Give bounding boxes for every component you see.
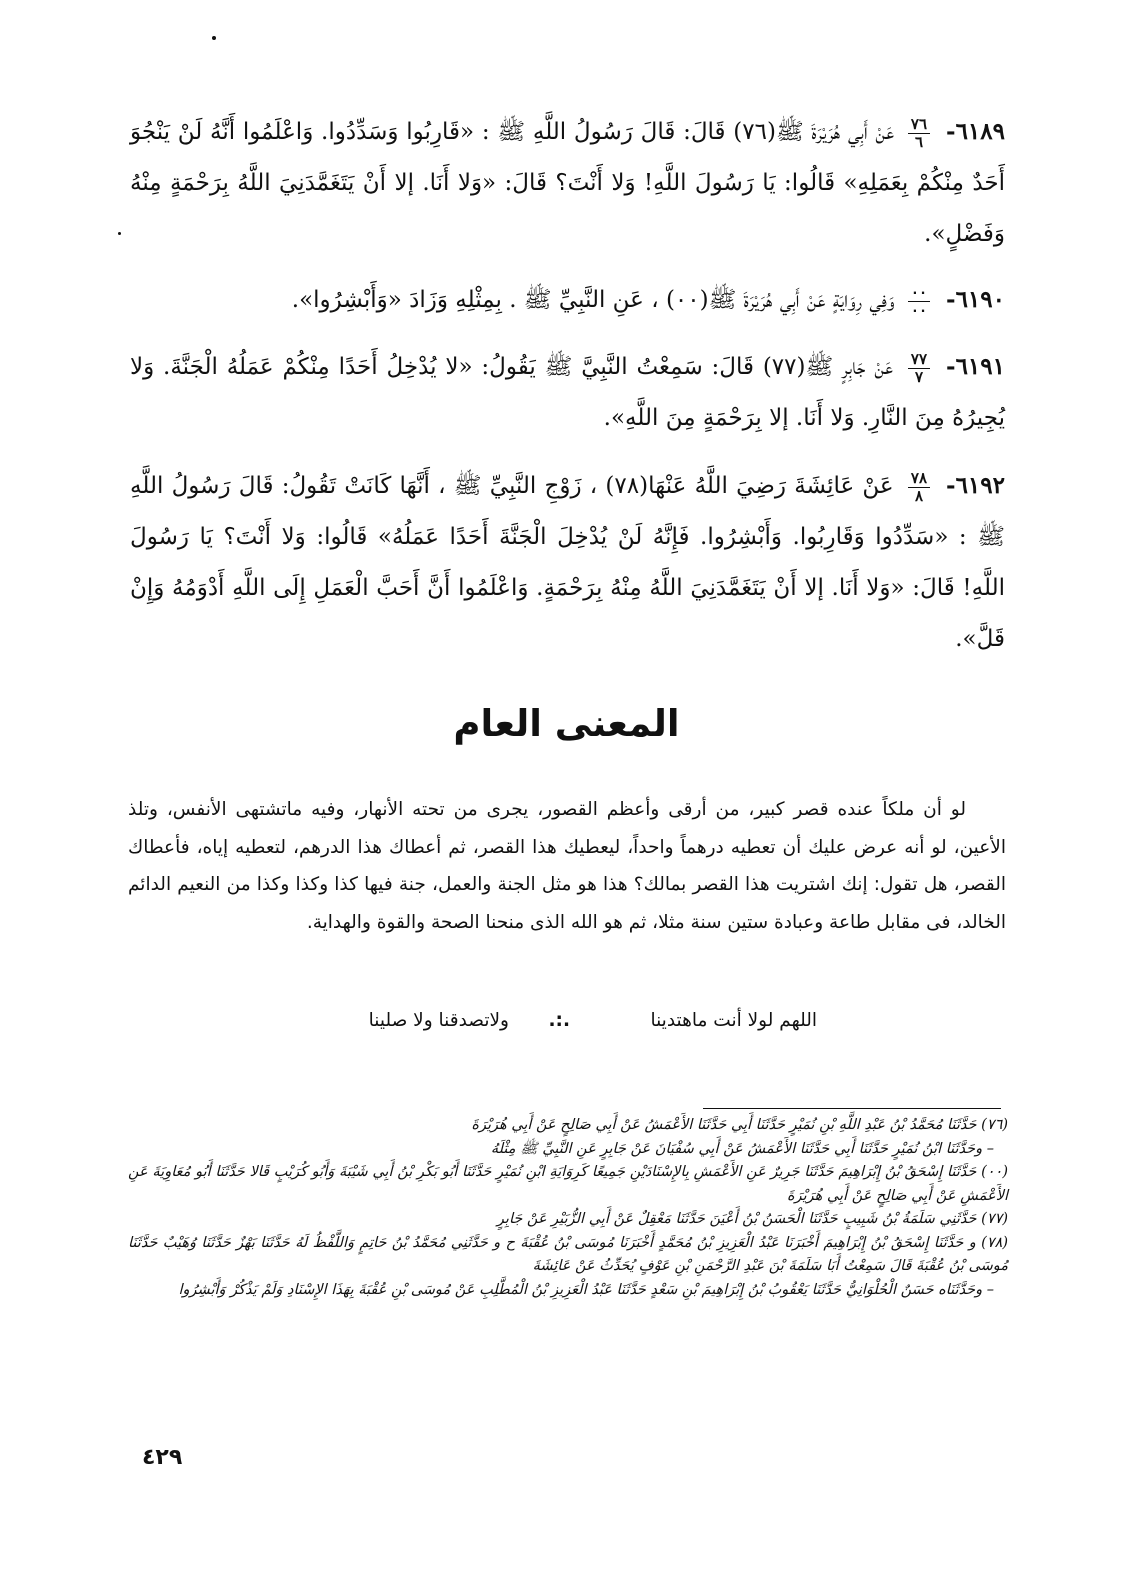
footnote [128,1161,1008,1208]
hadith-text: عَنْ أَبِي هُرَيْرَةَ ﷺ(٧٦) قَالَ: قَالَ رَسُولُ اللَّهِ ﷺ : «قَارِبُوا وَسَدِّدُوا. وَاعْلَمُوا أَنَّهُ لَنْ يَنْجُوَ أَحَدٌ مِنْكُمْ بِعَمَلِهِ» قَالُوا: يَا رَسُولَ اللَّهِ! وَلا أَنْتَ؟ قَالَ: «وَلا أَنَا. إلا أَنْ يَتَغَمَّدَنِيَ اللَّهُ بِرَحْمَةٍ مِنْهُ وَفَضْلٍ». [130,119,1005,247]
footnote-text: حَدَّثَنَا مُحَمَّدُ بْنُ عَبْدِ اللَّهِ بْنِ نُمَيْرٍ حَدَّثَنَا أَبِي حَدَّثَنَا الأَعْمَشُ عَنْ أَبِي صَالِحٍ عَنْ أَبِي هُرَيْرَةَ [471,1117,977,1133]
footnote [128,1114,1008,1138]
scan-speck [212,36,216,40]
verse-separator: .:. [548,1010,570,1031]
general-meaning [128,791,1006,941]
footnote-continuation: – وحَدَّثَنَاه حَسَنٌ الْحُلْوَانِيُّ حَدَّثَنَا يَعْقُوبُ بْنُ إِبْرَاهِيمَ بْنِ سَعْدٍ حَدَّثَنَا عَبْدُ الْعَزِيزِ بْنُ الْمُطَّلِبِ عَنْ مُوسَى بْنِ عُقْبَةَ بِهَذَا الإِسْنَادِ وَلَمْ يَذْكُرْ وَأَبْشِرُوا [178,1281,994,1298]
hadith-text: وَفِي رِوَايَةٍ عَنْ أَبِي هُرَيْرَةَ ﷺ(٠٠) ، عَنِ النَّبِيِّ ﷺ . بِمِثْلِهِ وَزَادَ «وَأَبْشِرُوا». [291,287,895,313]
footnote-text: و حَدَّثَنَا إِسْحَقُ بْنُ إِبْرَاهِيمَ أَخْبَرَنَا عَبْدُ الْعَزِيزِ بْنُ مُحَمَّدٍ أَخْبَرَنَا مُوسَى بْنُ عُقْبَةَ ح و حَدَّثَنِي مُحَمَّدُ بْنُ حَاتِمٍ وَاللَّفْظُ لَهُ حَدَّثَنَا بَهْزٌ حَدَّثَنَا وُهَيْبٌ حَدَّثَنَا مُوسَى بْنُ عُقْبَةَ قَالَ سَمِعْتُ أَبَا سَلَمَةَ بْنَ عَبْدِ الرَّحْمَنِ بْنِ عَوْفٍ يُحَدِّثُ عَنْ عَائِشَةَ [128,1234,1008,1274]
hadith-number: ٦١٨٩- [946,118,1005,145]
hadith-6190 [130,274,1005,326]
verse-second-hemistich: ولاتصدقنا ولا صلينا [368,1010,509,1031]
page-number: ٤٢٩ [142,1445,183,1470]
hadith-6189 [130,106,1005,260]
verse-first-hemistich: اللهم لولا أنت ماهتدينا [650,1010,817,1031]
hadith-reference: $\frac{٠٠}{٠٠}$ [908,285,930,318]
footnote-label: (٧٧) [981,1211,1008,1227]
footnote-continuation: – وحَدَّثَنَا ابْنُ نُمَيْرٍ حَدَّثَنَا أَبِي حَدَّثَنَا الأَعْمَشُ عَنْ أَبِي سُفْيَانَ عَنْ جَابِرٍ عَنِ النَّبِيِّ ﷺ مِثْلَهُ [490,1140,994,1157]
footnote [128,1232,1008,1279]
footnote [128,1208,1008,1232]
hadith-number: ٦١٩٢- [946,472,1005,499]
general-meaning-paragraph: لو أن ملكاً عنده قصر كبير، من أرقى وأعظم القصور، يجرى من تحته الأنهار، وفيه ماتشتهى الأنفس، وتلذ الأعين، لو أنه عرض عليك أن تعطيه درهماً واحداً، ليعطيك هذا القصر، ثم أعطاك هذا الدرهم، لتعطيه إياه، فأعطاك القصر، هل تقول: إنك اشتريت هذا القصر بمالك؟ هذا هو مثل الجنة والعمل، جنة فيها كذا وكذا وكذا من النعيم الدائم الخالد، فى مقابل طاعة وعبادة ستين سنة مثلا، ثم هو الله الذى منحنا الصحة والقوة والهداية. [128,799,1006,933]
poetry-verse [0,1010,1133,1040]
hadith-reference: $\frac{٧٦}{٦}$ [908,117,930,150]
footnotes [128,1114,1008,1302]
hadith-reference: $\frac{٧٧}{٧}$ [908,352,930,385]
hadith-text: عَنْ عَائِشَةَ رَضِيَ اللَّهُ عَنْهَا(٧٨) ، زَوْجِ النَّبِيِّ ﷺ ، أَنَّهَا كَانَتْ تَقُولُ: قَالَ رَسُولُ اللَّهِ ﷺ : «سَدِّدُوا وَقَارِبُوا. وَأَبْشِرُوا. فَإِنَّهُ لَنْ يُدْخِلَ الْجَنَّةَ أَحَدًا عَمَلُهُ» قَالُوا: وَلا أَنْتَ؟ يَا رَسُولَ اللَّهِ! قَالَ: «وَلا أَنَا. إلا أَنْ يَتَغَمَّدَنِيَ اللَّهُ مِنْهُ بِرَحْمَةٍ. وَاعْلَمُوا أَنَّ أَحَبَّ الْعَمَلِ إِلَى اللَّهِ أَدْوَمُهُ وَإِنْ قَلَّ». [130,473,1005,652]
section-title: المعنى العام [453,702,680,745]
footnote-label: (٠٠) [981,1164,1008,1180]
hadith-reference: $\frac{٧٨}{٨}$ [908,471,930,504]
footnote-divider [703,1108,1001,1109]
scan-speck [118,232,121,235]
footnote-label: (٧٦) [981,1117,1008,1133]
footnote-label: (٧٨) [981,1234,1008,1251]
hadith-number: ٦١٩٠- [946,286,1005,313]
footnote-text: حَدَّثَنِي سَلَمَةُ بْنُ شَبِيبٍ حَدَّثَنَا الْحَسَنُ بْنُ أَعْيَنَ حَدَّثَنَا مَعْقِلٌ عَنْ أَبِي الزُّبَيْرِ عَنْ جَابِرٍ [496,1211,977,1227]
hadith-6191 [130,341,1005,444]
footnote-text: حَدَّثَنَا إِسْحَقُ بْنُ إِبْرَاهِيمَ حَدَّثَنَا جَرِيرٌ عَنِ الأَعْمَشِ بِالإِسْنَادَيْنِ جَمِيعًا كَرِوَايَةِ ابْنِ نُمَيْرٍ حَدَّثَنَا أَبُو بَكْرِ بْنُ أَبِي شَيْبَةَ وَأَبُو كُرَيْبٍ قَالا حَدَّثَنَا أَبُو مُعَاوِيَةَ عَنِ الأَعْمَشِ عَنْ أَبِي صَالِحٍ عَنْ أَبِي هُرَيْرَةَ [128,1164,1008,1204]
hadith-6192 [130,460,1005,665]
hadith-number: ٦١٩١- [946,353,1005,380]
hadith-text: عَنْ جَابِرٍ ﷺ(٧٧) قَالَ: سَمِعْتُ النَّبِيَّ ﷺ يَقُولُ: «لا يُدْخِلُ أَحَدًا مِنْكُمْ عَمَلُهُ الْجَنَّةَ. وَلا يُجِيرُهُ مِنَ النَّارِ. وَلا أَنَا. إلا بِرَحْمَةٍ مِنَ اللَّهِ». [130,354,1005,431]
